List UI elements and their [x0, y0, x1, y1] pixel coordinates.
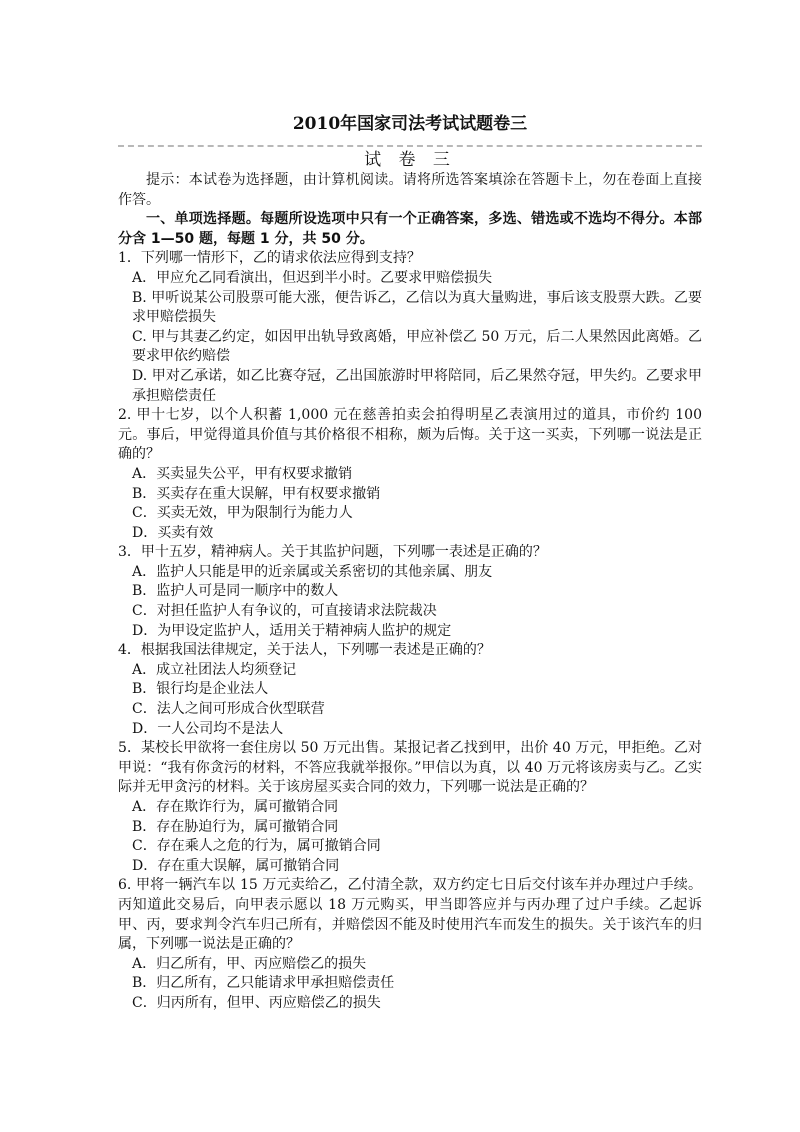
question-option: B．买卖存在重大误解，甲有权要求撤销: [132, 485, 381, 502]
question-option: C．存在乘人之危的行为，属可撤销合同: [132, 838, 381, 855]
dashed-divider: [118, 145, 702, 147]
question-option: C. 甲与其妻乙约定，如因甲出轨导致离婚，甲应补偿乙 50 万元，后二人果然因此离婚。乙要求甲依约赔偿: [132, 328, 702, 365]
question-3: [118, 543, 702, 641]
question-option: C．归丙所有，但甲、丙应赔偿乙的损失: [132, 994, 381, 1011]
question-option: D. 甲对乙承诺，如乙比赛夺冠，乙出国旅游时甲将陪同，后乙果然夺冠，甲失约。乙要求甲承担赔偿责任: [132, 367, 702, 404]
question-stem: 5．某校长甲欲将一套住房以 50 万元出售。某报记者乙找到甲，出价 40 万元，甲拒绝。乙对甲说：“我有你贪污的材料，不答应我就举报你。”甲信以为真，以 40 万元将该房卖与乙。乙实际并无甲贪污的材料。关于该房屋买卖合同的效力，下列哪一说法是正确的？: [118, 740, 702, 796]
question-2: [118, 406, 702, 543]
question-option: A．归乙所有，甲、丙应赔偿乙的损失: [132, 955, 367, 972]
question-option: A．买卖显失公平，甲有权要求撤销: [132, 465, 353, 482]
question-option: D．存在重大误解，属可撤销合同: [132, 857, 340, 874]
question-option: D．一人公司均不是法人: [132, 720, 284, 737]
question-option: A．监护人只能是甲的近亲属或关系密切的其他亲属、朋友: [132, 563, 493, 580]
paper-subtitle: 试 卷 三: [364, 150, 456, 170]
question-stem: 4．根据我国法律规定，关于法人，下列哪一表述是正确的？: [118, 642, 491, 659]
section-heading: 一、单项选择题。每题所设选项中只有一个正确答案，多选、错选或不选均不得分。本部分含 1—50 题，每题 1 分，共 50 分。: [118, 211, 702, 247]
question-stem: 1．下列哪一情形下，乙的请求依法应得到支持？: [118, 250, 421, 267]
question-option: C．对担任监护人有争议的，可直接请求法院裁决: [132, 603, 437, 620]
question-6: [118, 876, 702, 1013]
question-stem: 2. 甲十七岁，以个人积蓄 1,000 元在慈善拍卖会拍得明星乙表演用过的道具，市价约 100 元。事后，甲觉得道具价值与其价格很不相称，颇为后悔。关于这一买卖，下列哪一说法是正确的？: [118, 407, 702, 463]
question-option: A．成立社团法人均须登记: [132, 661, 297, 678]
question-4: [118, 641, 702, 739]
question-option: D．为甲设定监护人，适用关于精神病人监护的规定: [132, 622, 452, 639]
question-option: C．买卖无效，甲为限制行为能力人: [132, 505, 353, 522]
document-page: [118, 0, 702, 1132]
question-option: C．法人之间可形成合伙型联营: [132, 701, 325, 718]
question-option: B．监护人可是同一顺序中的数人: [132, 583, 339, 600]
question-option: B．银行均是企业法人: [132, 681, 269, 698]
document-body: [118, 171, 702, 1014]
instructions-notice: 提示：本试卷为选择题，由计算机阅读。请将所选答案填涂在答题卡上，勿在卷面上直接作答。: [118, 172, 702, 208]
question-option: B．归乙所有，乙只能请求甲承担赔偿责任: [132, 975, 395, 992]
question-1: [118, 249, 702, 406]
question-5: [118, 739, 702, 876]
question-option: A．存在欺诈行为，属可撤销合同: [132, 799, 339, 815]
question-option: B. 甲听说某公司股票可能大涨，便告诉乙，乙信以为真大量购进，事后该支股票大跌。乙要求甲赔偿损失: [132, 289, 702, 326]
question-option: A．甲应允乙同看演出，但迟到半小时。乙要求甲赔偿损失: [132, 269, 493, 286]
question-stem: 3．甲十五岁，精神病人。关于其监护问题，下列哪一表述是正确的？: [118, 544, 547, 561]
document-title: 2010年国家司法考试试题卷三: [292, 114, 528, 134]
question-option: B．存在胁迫行为，属可撤销合同: [132, 818, 339, 835]
question-stem: 6. 甲将一辆汽车以 15 万元卖给乙，乙付清全款，双方约定七日后交付该车并办理过户手续。丙知道此交易后，向甲表示愿以 18 万元购买，甲当即答应并与丙办理了过户手续。乙起诉甲、丙，要求判令汽车归己所有，并赔偿因不能及时使用汽车而发生的损失。关于该汽车的归属，下列哪一说法是正确的？: [118, 877, 702, 953]
question-option: D．买卖有效: [132, 524, 214, 541]
